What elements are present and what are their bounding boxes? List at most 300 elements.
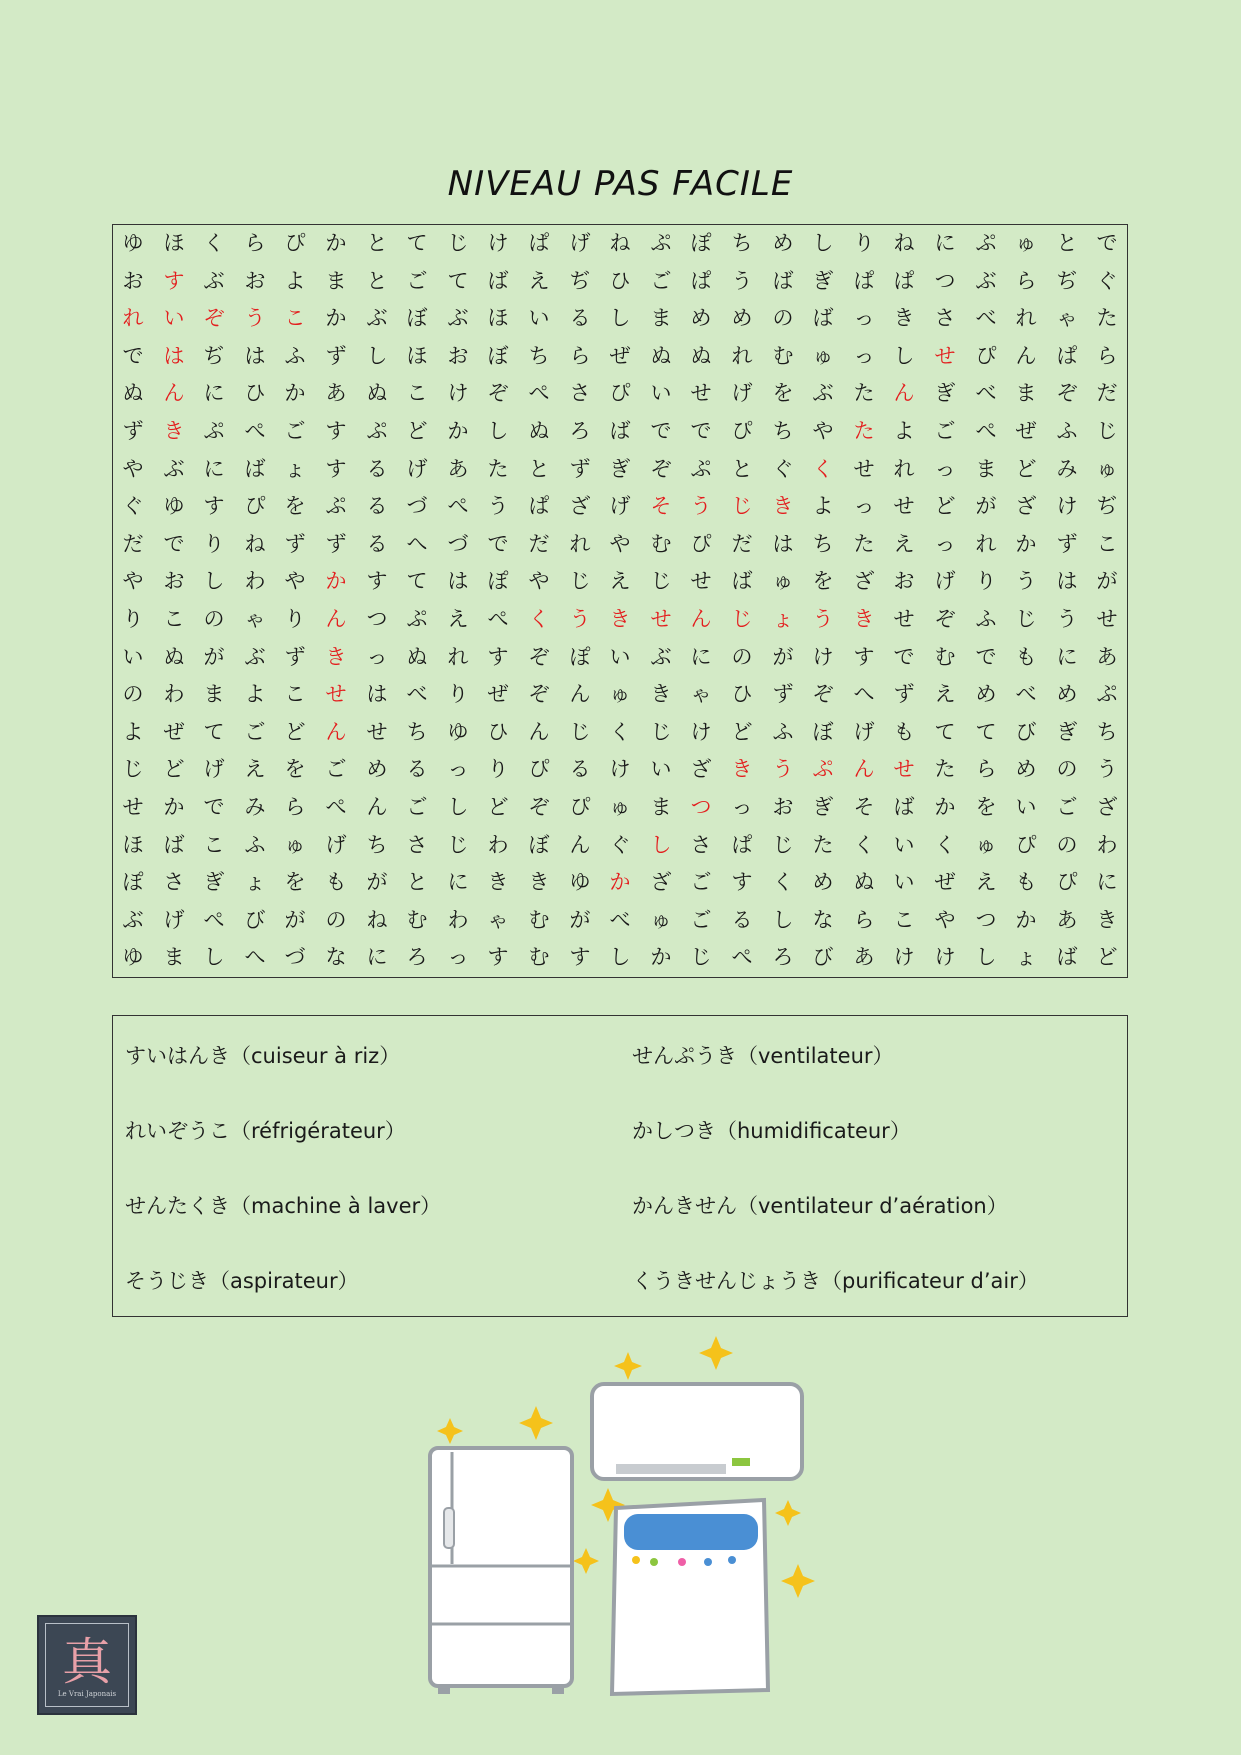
grid-cell: ど xyxy=(1096,945,1118,969)
grid-cell: り xyxy=(122,607,144,631)
grid-cell: か xyxy=(650,945,672,969)
grid-cell: る xyxy=(366,532,388,556)
grid-cell: ら xyxy=(1096,344,1118,368)
grid-cell: を xyxy=(812,569,834,593)
grid-cell: け xyxy=(609,757,631,781)
grid-cell: ど xyxy=(406,419,428,443)
grid-cell: ぱ xyxy=(731,833,753,857)
grid-cell: こ xyxy=(1096,532,1118,556)
grid-cell: ひ xyxy=(487,720,509,744)
grid-cell: い xyxy=(893,870,915,894)
grid-cell: づ xyxy=(284,945,306,969)
grid-cell: と xyxy=(528,457,550,481)
grid-cell: か xyxy=(609,870,631,894)
grid-cell: う xyxy=(1096,757,1118,781)
grid-cell: く xyxy=(812,457,834,481)
grid-cell: て xyxy=(934,720,956,744)
grid-cell: ん xyxy=(325,607,347,631)
grid-cell: ん xyxy=(325,720,347,744)
grid-cell: べ xyxy=(975,306,997,330)
grid-cell: げ xyxy=(731,381,753,405)
grid-cell: ぶ xyxy=(447,306,469,330)
grid-cell: わ xyxy=(1096,833,1118,857)
grid-cell: ぱ xyxy=(1056,344,1078,368)
grid-cell: し xyxy=(975,945,997,969)
grid-cell: ゃ xyxy=(690,682,712,706)
grid-cell: ひ xyxy=(731,682,753,706)
grid-cell: ぜ xyxy=(609,344,631,368)
grid-cell: む xyxy=(528,945,550,969)
grid-cell: た xyxy=(853,381,875,405)
grid-cell: ぬ xyxy=(406,645,428,669)
grid-cell: う xyxy=(772,757,794,781)
grid-cell: ろ xyxy=(569,419,591,443)
grid-cell: い xyxy=(163,306,185,330)
grid-cell: ご xyxy=(284,419,306,443)
grid-cell: み xyxy=(1056,457,1078,481)
grid-cell: め xyxy=(772,231,794,255)
grid-cell: え xyxy=(528,269,550,293)
grid-cell: そ xyxy=(650,494,672,518)
grid-cell: お xyxy=(122,269,144,293)
grid-cell: ぎ xyxy=(1056,720,1078,744)
grid-cell: え xyxy=(975,870,997,894)
grid-cell: ん xyxy=(853,757,875,781)
grid-cell: べ xyxy=(406,682,428,706)
grid-cell: れ xyxy=(1015,306,1037,330)
grid-cell: ち xyxy=(528,344,550,368)
grid-cell: り xyxy=(203,532,225,556)
grid-cell: ば xyxy=(772,269,794,293)
grid-cell: わ xyxy=(447,908,469,932)
grid-cell: せ xyxy=(893,757,915,781)
grid-cell: ぱ xyxy=(690,269,712,293)
grid-cell: ん xyxy=(569,682,591,706)
grid-cell: す xyxy=(731,870,753,894)
grid-cell: っ xyxy=(934,532,956,556)
grid-cell: じ xyxy=(447,833,469,857)
grid-cell: て xyxy=(975,720,997,744)
grid-cell: ん xyxy=(366,795,388,819)
grid-cell: か xyxy=(1015,532,1037,556)
word-item: かんきせん（ventilateur d’aération） xyxy=(632,1194,1008,1218)
grid-cell: ょ xyxy=(1015,945,1037,969)
word-item: そうじき（aspirateur） xyxy=(125,1269,359,1293)
grid-cell: ぶ xyxy=(203,269,225,293)
grid-cell: く xyxy=(528,607,550,631)
grid-cell: お xyxy=(772,795,794,819)
grid-cell: ど xyxy=(934,494,956,518)
grid-cell: け xyxy=(812,645,834,669)
grid-cell: ご xyxy=(650,269,672,293)
grid-cell: す xyxy=(325,457,347,481)
grid-cell: や xyxy=(934,908,956,932)
grid-cell: ら xyxy=(1015,269,1037,293)
grid-cell: き xyxy=(609,607,631,631)
grid-cell: ご xyxy=(934,419,956,443)
grid-cell: な xyxy=(325,945,347,969)
grid-cell: れ xyxy=(447,645,469,669)
grid-cell: ゆ xyxy=(122,231,144,255)
grid-cell: こ xyxy=(893,908,915,932)
word-item: かしつき（humidificateur） xyxy=(632,1119,911,1143)
grid-cell: ぜ xyxy=(163,720,185,744)
grid-cell: ぬ xyxy=(163,645,185,669)
word-search-grid xyxy=(112,224,1128,978)
grid-cell: あ xyxy=(1096,645,1118,669)
grid-cell: こ xyxy=(284,682,306,706)
grid-cell: ば xyxy=(244,457,266,481)
grid-cell: せ xyxy=(893,607,915,631)
grid-cell: か xyxy=(934,795,956,819)
grid-cell: っ xyxy=(447,945,469,969)
word-item: せんたくき（machine à laver） xyxy=(125,1194,442,1218)
grid-cell: ご xyxy=(690,908,712,932)
grid-cell: も xyxy=(325,870,347,894)
grid-cell: た xyxy=(853,532,875,556)
grid-cell: ら xyxy=(569,344,591,368)
grid-cell: ぷ xyxy=(690,457,712,481)
grid-cell: ぎ xyxy=(812,795,834,819)
grid-cell: ず xyxy=(122,419,144,443)
grid-cell: ず xyxy=(284,532,306,556)
refrigerator-icon xyxy=(430,1448,572,1694)
grid-cell: め xyxy=(1015,757,1037,781)
grid-cell: ね xyxy=(366,908,388,932)
grid-cell: で xyxy=(975,645,997,669)
grid-cell: ぷ xyxy=(1096,682,1118,706)
grid-cell: ん xyxy=(163,381,185,405)
grid-cell: は xyxy=(1056,569,1078,593)
grid-cell: ゆ xyxy=(569,870,591,894)
grid-cell: が xyxy=(975,494,997,518)
grid-cell: を xyxy=(772,381,794,405)
grid-cell: よ xyxy=(244,682,266,706)
grid-cell: し xyxy=(609,945,631,969)
grid-cell: が xyxy=(569,908,591,932)
grid-cell: せ xyxy=(853,457,875,481)
grid-cell: ん xyxy=(528,720,550,744)
grid-cell: ぺ xyxy=(325,795,347,819)
grid-cell: を xyxy=(975,795,997,819)
grid-cell: か xyxy=(325,231,347,255)
grid-cell: ゅ xyxy=(1096,457,1118,481)
grid-cell: ど xyxy=(1015,457,1037,481)
grid-cell: ぷ xyxy=(325,494,347,518)
grid-cell: れ xyxy=(731,344,753,368)
grid-cell: ぼ xyxy=(528,833,550,857)
grid-cell: と xyxy=(1056,231,1078,255)
grid-cell: ぢ xyxy=(569,269,591,293)
grid-cell: れ xyxy=(893,457,915,481)
grid-cell: い xyxy=(609,645,631,669)
grid-cell: び xyxy=(812,945,834,969)
grid-cell: ぐ xyxy=(609,833,631,857)
grid-cell: お xyxy=(163,569,185,593)
grid-cell: っ xyxy=(853,344,875,368)
grid-cell: り xyxy=(284,607,306,631)
grid-cell: ぷ xyxy=(203,419,225,443)
grid-cell: ぺ xyxy=(203,908,225,932)
grid-cell: で xyxy=(163,532,185,556)
grid-cell: ぐ xyxy=(1096,269,1118,293)
grid-cell: ぺ xyxy=(975,419,997,443)
grid-cell: は xyxy=(163,344,185,368)
grid-cell: へ xyxy=(406,532,428,556)
grid-cell: む xyxy=(650,532,672,556)
grid-cell: ば xyxy=(163,833,185,857)
grid-cell: み xyxy=(244,795,266,819)
grid-cell: を xyxy=(284,494,306,518)
grid-cell: む xyxy=(406,908,428,932)
grid-cell: ゆ xyxy=(447,720,469,744)
grid-cell: ぽ xyxy=(569,645,591,669)
grid-cell: か xyxy=(1015,908,1037,932)
grid-cell: ず xyxy=(569,457,591,481)
grid-cell: ね xyxy=(893,231,915,255)
grid-cell: は xyxy=(244,344,266,368)
grid-cell: が xyxy=(772,645,794,669)
grid-cell: で xyxy=(122,344,144,368)
grid-cell: ま xyxy=(650,795,672,819)
grid-cell: は xyxy=(366,682,388,706)
grid-cell: ょ xyxy=(244,870,266,894)
grid-cell: か xyxy=(447,419,469,443)
grid-cell: や xyxy=(528,569,550,593)
grid-cell: へ xyxy=(853,682,875,706)
grid-cell: き xyxy=(528,870,550,894)
grid-cell: ぼ xyxy=(487,344,509,368)
grid-cell: ぱ xyxy=(528,231,550,255)
grid-cell: ぐ xyxy=(122,494,144,518)
grid-cell: ぎ xyxy=(609,457,631,481)
grid-cell: え xyxy=(609,569,631,593)
grid-cell: だ xyxy=(122,532,144,556)
grid-cell: ぬ xyxy=(650,344,672,368)
grid-cell: じ xyxy=(569,569,591,593)
grid-cell: し xyxy=(447,795,469,819)
grid-cell: く xyxy=(203,231,225,255)
air-conditioner-icon xyxy=(592,1384,802,1479)
grid-cell: ぴ xyxy=(690,532,712,556)
grid-cell: よ xyxy=(893,419,915,443)
grid-cell: き xyxy=(731,757,753,781)
grid-cell: き xyxy=(650,682,672,706)
grid-cell: ず xyxy=(284,645,306,669)
grid-cell: し xyxy=(609,306,631,330)
grid-cell: あ xyxy=(447,457,469,481)
grid-cell: ぶ xyxy=(366,306,388,330)
grid-cell: り xyxy=(447,682,469,706)
grid-cell: ろ xyxy=(406,945,428,969)
grid-cell: く xyxy=(772,870,794,894)
grid-cell: だ xyxy=(1096,381,1118,405)
grid-cell: く xyxy=(853,833,875,857)
grid-cell: ぞ xyxy=(203,306,225,330)
word-item: くうきせんじょうき（purificateur d’air） xyxy=(632,1269,1039,1293)
brand-logo xyxy=(37,1615,137,1715)
word-item: すいはんき（cuiseur à riz） xyxy=(125,1044,401,1068)
grid-cell: め xyxy=(731,306,753,330)
grid-cell: つ xyxy=(975,908,997,932)
grid-cell: ば xyxy=(893,795,915,819)
grid-cell: っ xyxy=(731,795,753,819)
grid-cell: せ xyxy=(366,720,388,744)
grid-cell: ぷ xyxy=(366,419,388,443)
word-list xyxy=(112,1015,1128,1317)
grid-cell: ぞ xyxy=(1056,381,1078,405)
grid-cell: さ xyxy=(569,381,591,405)
grid-cell: し xyxy=(650,833,672,857)
grid-cell: ぞ xyxy=(812,682,834,706)
grid-cell: と xyxy=(366,269,388,293)
grid-cell: れ xyxy=(122,306,144,330)
grid-cell: ま xyxy=(325,269,347,293)
grid-cell: げ xyxy=(203,757,225,781)
grid-cell: は xyxy=(772,532,794,556)
grid-cell: つ xyxy=(690,795,712,819)
grid-cell: だ xyxy=(528,532,550,556)
grid-cell: す xyxy=(203,494,225,518)
grid-cell: い xyxy=(122,645,144,669)
grid-cell: ふ xyxy=(244,833,266,857)
grid-cell: じ xyxy=(1015,607,1037,631)
grid-cell: に xyxy=(203,457,225,481)
grid-cell: ゅ xyxy=(975,833,997,857)
grid-cell: ぶ xyxy=(244,645,266,669)
grid-cell: ぢ xyxy=(1056,269,1078,293)
grid-cell: ふ xyxy=(772,720,794,744)
grid-cell: げ xyxy=(569,231,591,255)
grid-cell: で xyxy=(1096,231,1118,255)
grid-cell: ど xyxy=(731,720,753,744)
grid-cell: せ xyxy=(893,494,915,518)
grid-cell: わ xyxy=(163,682,185,706)
grid-cell: げ xyxy=(934,569,956,593)
grid-cell: ぬ xyxy=(853,870,875,894)
grid-cell: の xyxy=(772,306,794,330)
grid-cell: う xyxy=(569,607,591,631)
grid-cell: を xyxy=(284,757,306,781)
grid-cell: に xyxy=(447,870,469,894)
grid-cell: の xyxy=(1056,757,1078,781)
grid-cell: し xyxy=(772,908,794,932)
grid-cell: ぺ xyxy=(528,381,550,405)
grid-cell: ぬ xyxy=(690,344,712,368)
grid-cell: じ xyxy=(690,945,712,969)
grid-cell: ざ xyxy=(650,870,672,894)
grid-cell: る xyxy=(569,757,591,781)
grid-cell: せ xyxy=(325,682,347,706)
grid-cell: ゅ xyxy=(609,682,631,706)
grid-cell: り xyxy=(853,231,875,255)
grid-cell: じ xyxy=(569,720,591,744)
grid-cell: ゃ xyxy=(1056,306,1078,330)
grid-cell: ぴ xyxy=(569,795,591,819)
grid-cell: え xyxy=(934,682,956,706)
grid-cell: ば xyxy=(731,569,753,593)
grid-cell: べ xyxy=(1015,682,1037,706)
grid-cell: せ xyxy=(690,569,712,593)
grid-cell: よ xyxy=(284,269,306,293)
grid-cell: む xyxy=(528,908,550,932)
grid-cell: け xyxy=(487,231,509,255)
grid-cell: ご xyxy=(406,269,428,293)
grid-cell: ざ xyxy=(1015,494,1037,518)
grid-cell: る xyxy=(366,457,388,481)
appliances-illustration xyxy=(420,1328,820,1708)
grid-cell: づ xyxy=(447,532,469,556)
grid-cell: っ xyxy=(853,306,875,330)
grid-cell: わ xyxy=(244,569,266,593)
grid-cell: あ xyxy=(1056,908,1078,932)
grid-cell: ま xyxy=(203,682,225,706)
grid-cell: べ xyxy=(609,908,631,932)
grid-cell: し xyxy=(812,231,834,255)
grid-cell: ぺ xyxy=(487,607,509,631)
grid-cell: め xyxy=(366,757,388,781)
grid-cell: ゅ xyxy=(812,344,834,368)
grid-cell: ま xyxy=(1015,381,1037,405)
grid-cell: が xyxy=(284,908,306,932)
grid-cell: え xyxy=(244,757,266,781)
grid-cell: ぜ xyxy=(934,870,956,894)
grid-cell: う xyxy=(731,269,753,293)
grid-cell: ぎ xyxy=(934,381,956,405)
grid-cell: ぎ xyxy=(203,870,225,894)
grid-cell: お xyxy=(447,344,469,368)
grid-cell: め xyxy=(1056,682,1078,706)
grid-cell: か xyxy=(284,381,306,405)
grid-cell: く xyxy=(609,720,631,744)
grid-cell: せ xyxy=(934,344,956,368)
grid-cell: ぼ xyxy=(812,720,834,744)
grid-cell: っ xyxy=(447,757,469,781)
grid-cell: ん xyxy=(1015,344,1037,368)
grid-cell: あ xyxy=(325,381,347,405)
grid-cell: か xyxy=(325,569,347,593)
grid-cell: す xyxy=(487,945,509,969)
grid-cell: し xyxy=(203,569,225,593)
grid-cell: な xyxy=(812,908,834,932)
grid-cell: ぴ xyxy=(731,419,753,443)
grid-cell: は xyxy=(447,569,469,593)
grid-cell: う xyxy=(487,494,509,518)
grid-cell: や xyxy=(122,457,144,481)
grid-cell: と xyxy=(406,870,428,894)
grid-cell: き xyxy=(325,645,347,669)
grid-cell: が xyxy=(203,645,225,669)
grid-cell: ご xyxy=(690,870,712,894)
grid-cell: き xyxy=(853,607,875,631)
logo-kanji: 真 xyxy=(62,1633,112,1691)
grid-cell: れ xyxy=(975,532,997,556)
grid-cell: へ xyxy=(244,945,266,969)
grid-cell: じ xyxy=(1096,419,1118,443)
grid-cell: げ xyxy=(406,457,428,481)
grid-cell: ち xyxy=(1096,720,1118,744)
grid-cell: や xyxy=(812,419,834,443)
grid-cell: ば xyxy=(487,269,509,293)
grid-cell: う xyxy=(1015,569,1037,593)
grid-cell: じ xyxy=(650,569,672,593)
grid-cell: こ xyxy=(406,381,428,405)
grid-cell: む xyxy=(934,645,956,669)
grid-cell: ぴ xyxy=(1015,833,1037,857)
grid-cell: け xyxy=(690,720,712,744)
grid-cell: ど xyxy=(284,720,306,744)
grid-cell: ぱ xyxy=(853,269,875,293)
